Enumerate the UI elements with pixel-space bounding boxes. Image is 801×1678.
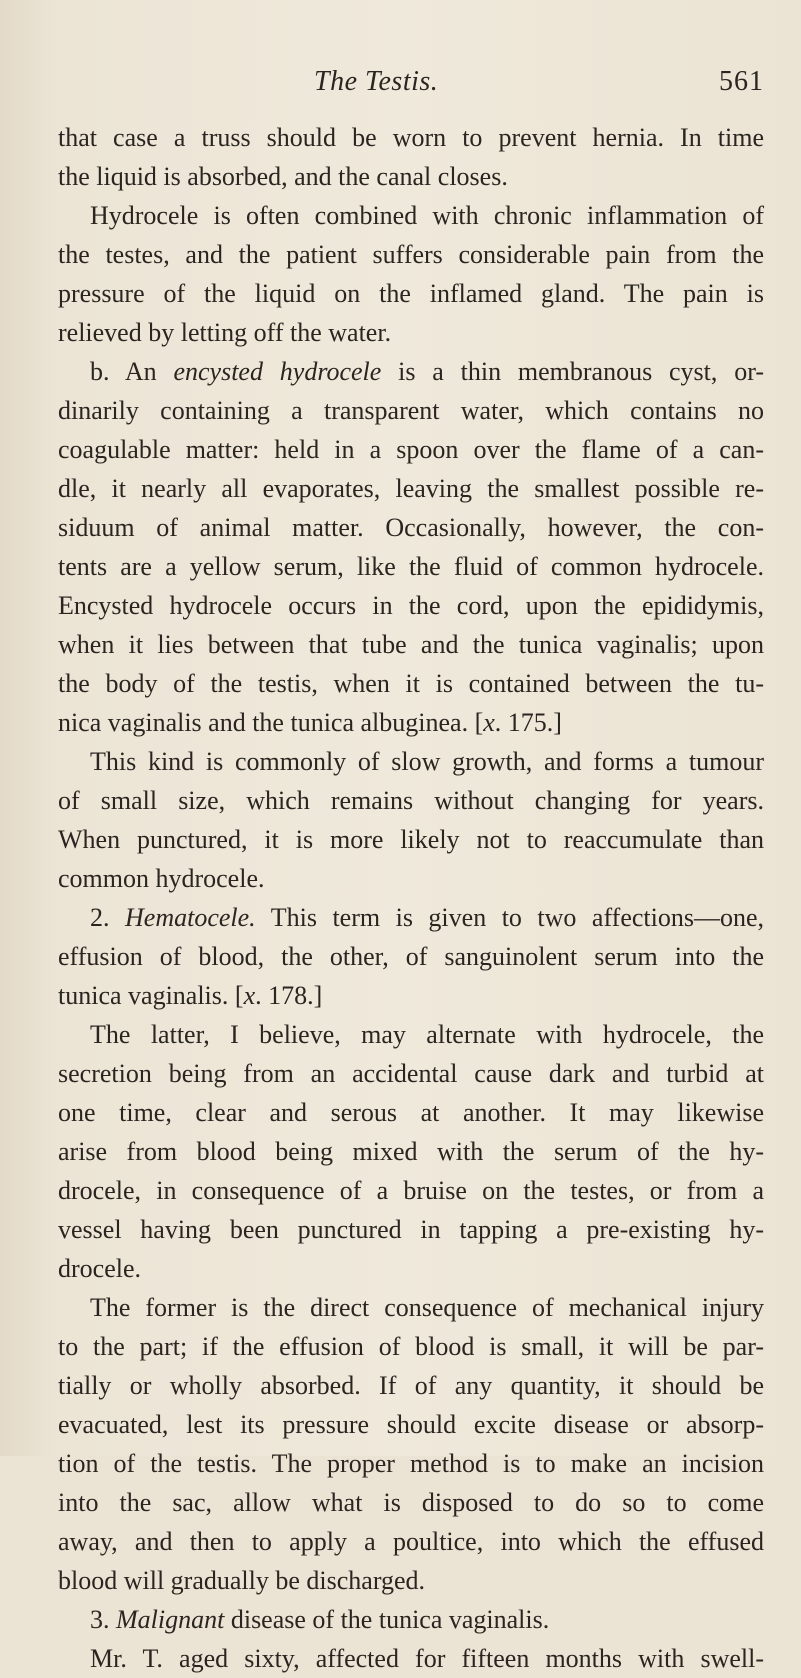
text-line: Mr. T. aged sixty, affected for fifteen months with swell- <box>90 1644 764 1673</box>
text-line: Encysted hydrocele occurs in the cord, upon the epididymis, <box>58 591 764 620</box>
text-line: dle, it nearly all evaporates, leaving the smallest possible re- <box>58 474 764 503</box>
text-line: tially or wholly absorbed. If of any quantity, it should be <box>58 1371 764 1400</box>
text-line: that case a truss should be worn to prevent hernia. In time <box>58 123 764 152</box>
text-line: common hydrocele. <box>58 864 265 893</box>
page-number: 561 <box>719 66 764 97</box>
text-line: to the part; if the effusion of blood is small, it will be par- <box>58 1332 764 1361</box>
text-line: drocele. <box>58 1254 142 1283</box>
text-line: evacuated, lest its pressure should excite disease or absorp- <box>58 1410 764 1439</box>
text-line: the body of the testis, when it is contained between the tu- <box>58 669 764 698</box>
text-line: tents are a yellow serum, like the fluid of common hydrocele. <box>58 552 764 581</box>
text-line: away, and then to apply a poultice, into which the effused <box>58 1527 764 1556</box>
text-line: relieved by letting off the water. <box>58 318 392 347</box>
text-line: one time, clear and serous at another. It may likewise <box>58 1098 764 1127</box>
text-line: 3. Malignant disease of the tunica vaginalis. <box>90 1605 550 1634</box>
text-line: nica vaginalis and the tunica albuginea. [x. 175.] <box>58 708 562 737</box>
text-line: blood will gradually be discharged. <box>58 1566 426 1595</box>
text-line: the testes, and the patient suffers considerable pain from the <box>58 240 764 269</box>
text-line: The former is the direct consequence of mechanical injury <box>90 1293 764 1322</box>
text-line: when it lies between that tube and the tunica vaginalis; upon <box>58 630 764 659</box>
text-line: 2. Hematocele. This term is given to two affections—one, <box>90 903 765 932</box>
body-text <box>58 118 764 1678</box>
text-line: This kind is commonly of slow growth, and forms a tumour <box>90 747 764 776</box>
text-line: Hydrocele is often combined with chronic inflammation of <box>90 201 764 230</box>
running-title: The Testis. <box>314 66 439 97</box>
text-line: b. An encysted hydrocele is a thin membranous cyst, or- <box>90 357 765 386</box>
text-line: drocele, in consequence of a bruise on the testes, or from a <box>58 1176 764 1205</box>
text-line: tion of the testis. The proper method is to make an incision <box>58 1449 764 1478</box>
text-line: secretion being from an accidental cause dark and turbid at <box>58 1059 764 1088</box>
text-line: effusion of blood, the other, of sanguinolent serum into the <box>58 942 764 971</box>
text-line: coagulable matter: held in a spoon over the flame of a can- <box>58 435 764 464</box>
text-line: vessel having been punctured in tapping a pre-existing hy- <box>58 1215 764 1244</box>
text-line: siduum of animal matter. Occasionally, however, the con- <box>58 513 764 542</box>
text-line: dinarily containing a transparent water, which contains no <box>58 396 764 425</box>
text-line: The latter, I believe, may alternate with hydrocele, the <box>90 1020 764 1049</box>
text-line: pressure of the liquid on the inflamed gland. The pain is <box>58 279 764 308</box>
text-line: the liquid is absorbed, and the canal closes. <box>58 162 508 191</box>
text-line: arise from blood being mixed with the serum of the hy- <box>58 1137 764 1166</box>
text-line: When punctured, it is more likely not to reaccumulate than <box>58 825 764 854</box>
running-head <box>58 66 764 106</box>
text-line: of small size, which remains without changing for years. <box>58 786 764 815</box>
text-line: into the sac, allow what is disposed to do so to come <box>58 1488 764 1517</box>
text-line: tunica vaginalis. [x. 178.] <box>58 981 323 1010</box>
